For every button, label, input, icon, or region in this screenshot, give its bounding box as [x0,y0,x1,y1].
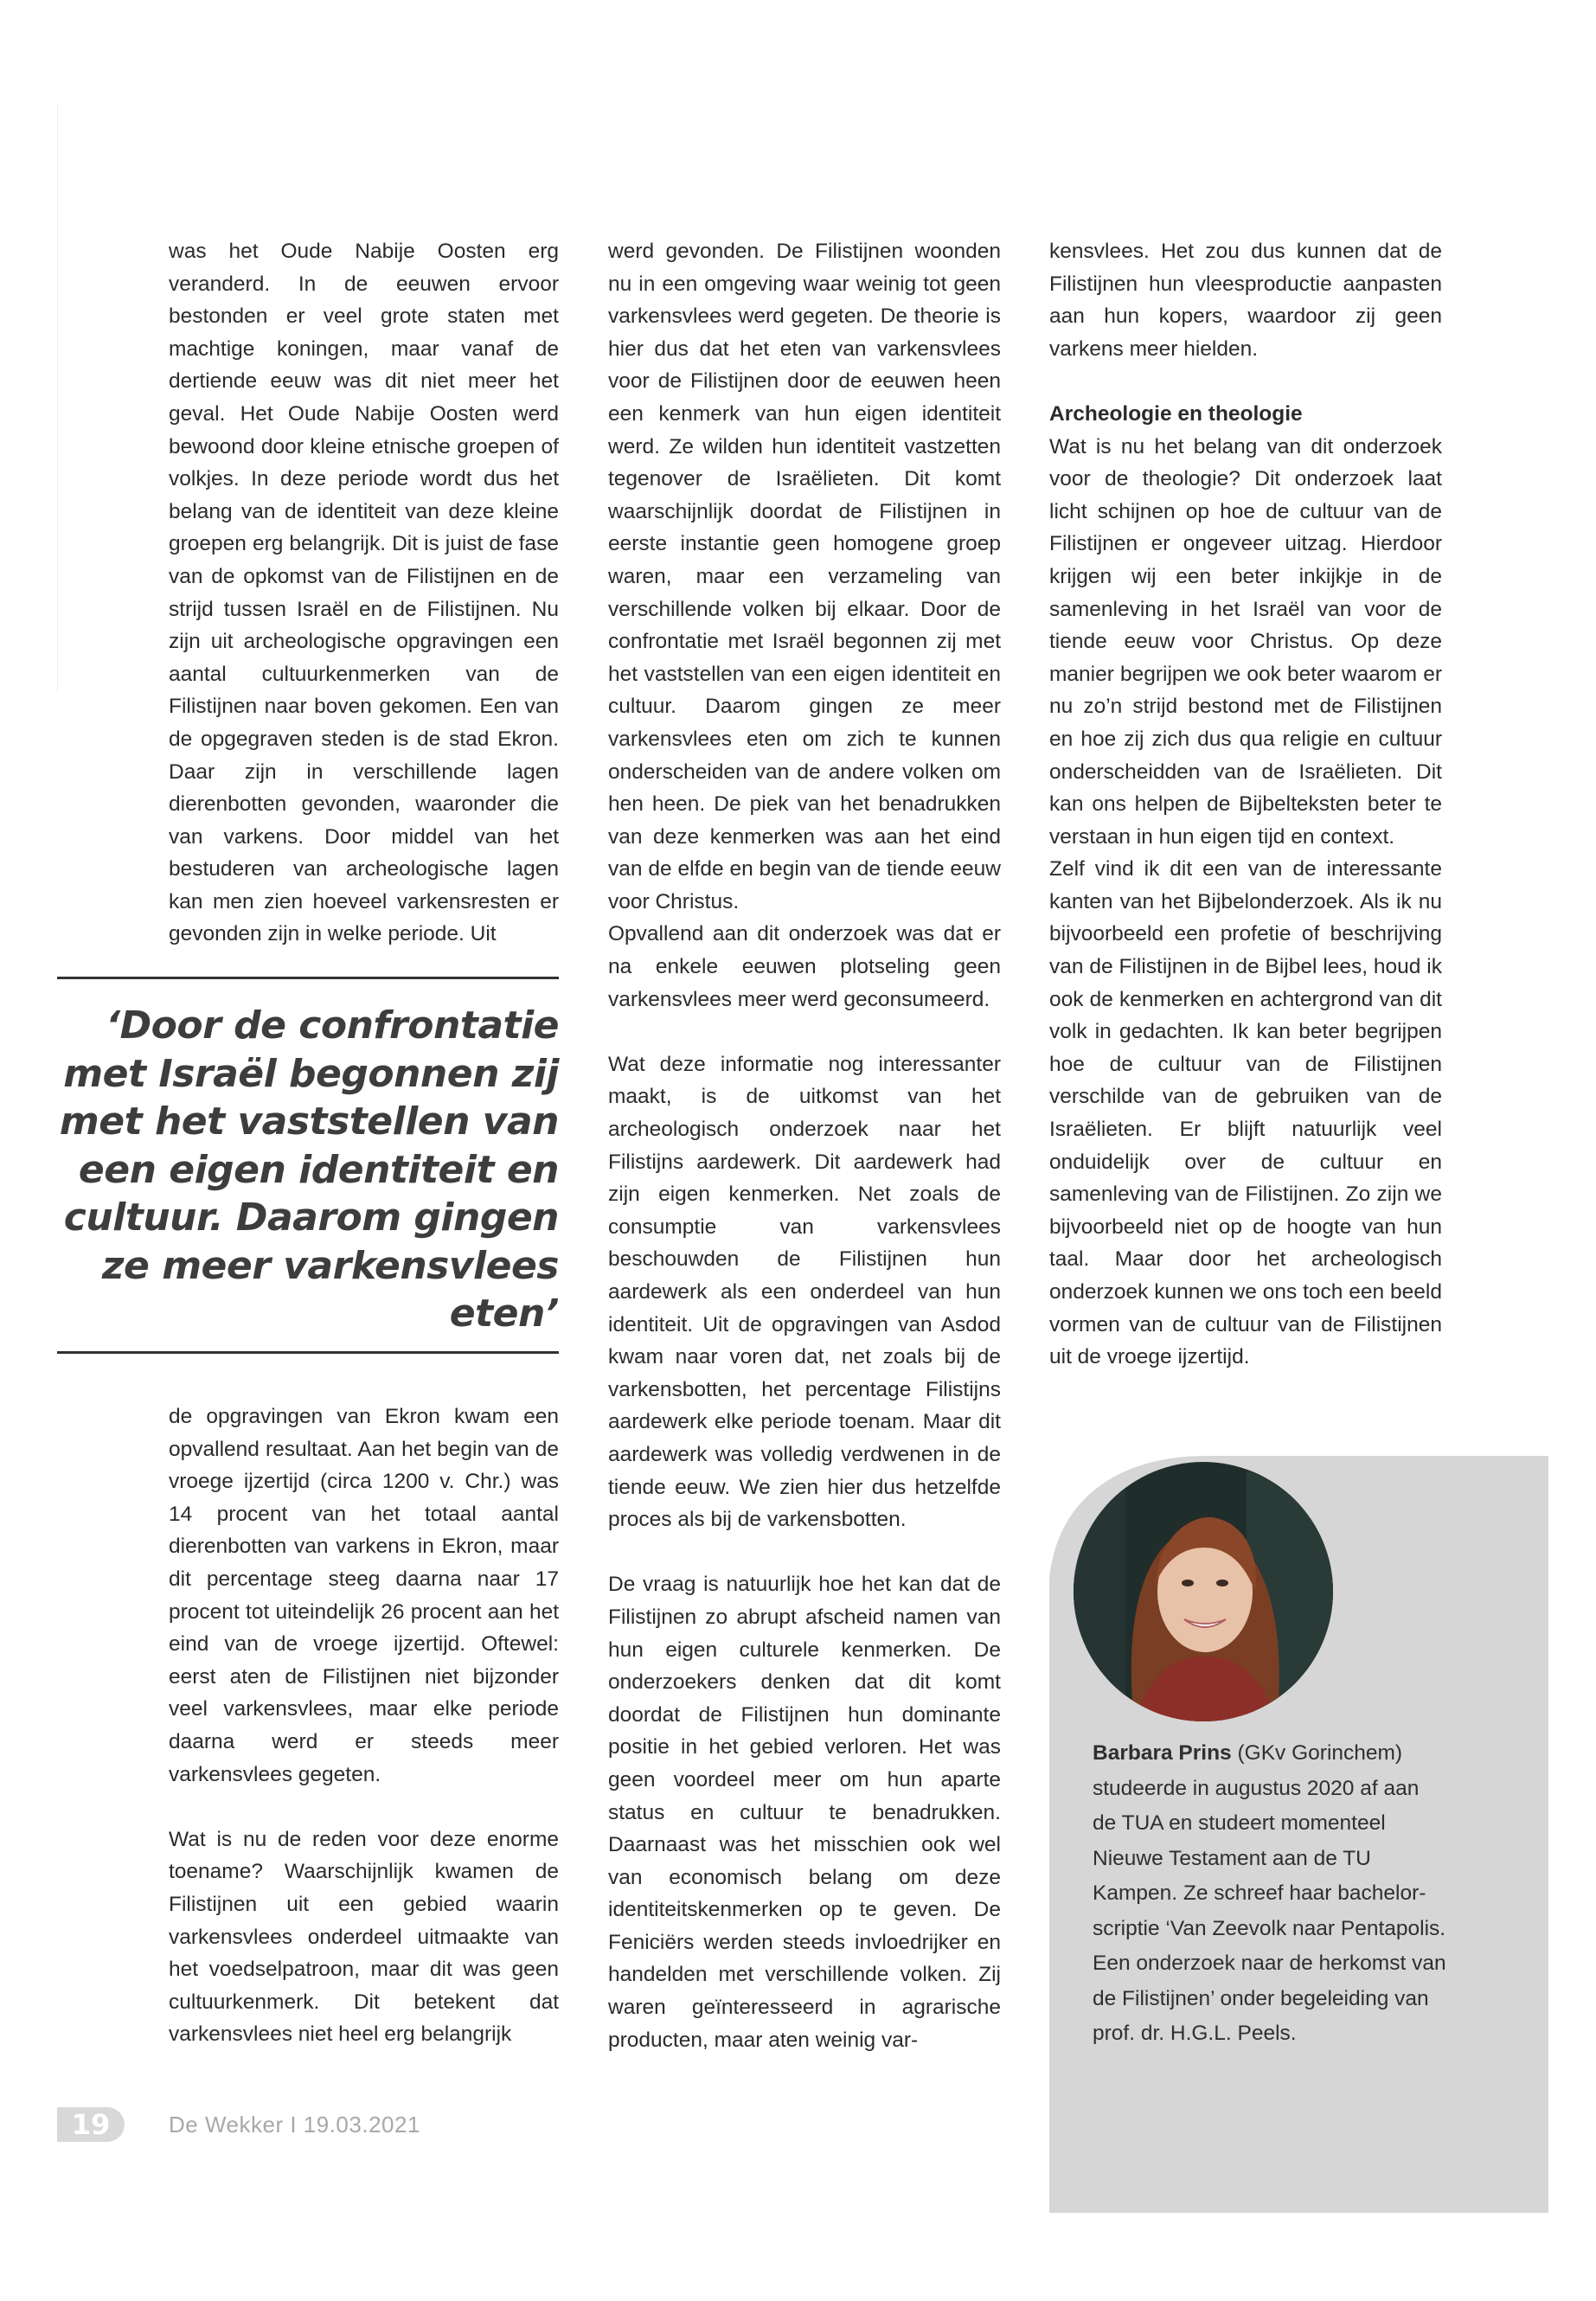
bio-line: studeerde in augustus 2020 af aan [1093,1776,1420,1800]
article-paragraph: was het Oude Nabije Oosten erg veranderd. In de eeuwen ervoor bestonden er veel grote staten met machtige koningen, maar vanaf de dertiende eeuw was dit niet meer het geval. Het Oude Nabije Oosten werd bewoond door kleine etnische groepen of volkjes. In deze periode wordt dus het belang van de identiteit van deze kleine groepen erg belangrijk. Dit is juist de fase van de opkomst van de Filistijnen en de strijd tussen Israël en de Filistijnen. Nu zijn uit archeologische opgravingen een aantal cultuurkenmerken van de Filistijnen naar boven gekomen. Een van de opgegraven steden is de stad Ekron. Daar zijn in verschillende lagen dierenbotten gevonden, waaronder die van varkens. Door middel van het bestuderen van archeologische lagen kan men zien hoeveel varkensresten er gevonden zijn in welke periode. Uit [169,240,559,946]
publication-footer: De Wekker I 19.03.2021 [169,2112,420,2138]
margin-guide-line [57,104,58,692]
bio-line: Nieuwe Testament aan de TU [1093,1846,1371,1870]
article-column-3 [1049,235,1442,1374]
bio-line: de Filistijnen’ onder begeleiding van [1093,1986,1429,2010]
article-paragraph: Zelf vind ik dit een van de interessante kanten van het Bijbelonderzoek. Als ik nu bijvoorbeeld een profetie of beschrijving van de Filistijnen in de Bijbel lees, houd ik ook de kenmerken en achtergrond van dit volk in gedachten. Ik kan beter begrijpen hoe de cultuur van de Filistijnen verschilde van de gebruiken van de Israëlieten. Er blijft natuurlijk veel onduidelijk over de cultuur en samenleving van de Filistijnen. Zo zijn we bijvoorbeeld niet op de hoogte van hun taal. Maar door het archeologisch onderzoek kunnen we ons toch een beeld vormen van de cultuur van de Filistijnen uit de vroege ijzertijd. [1049,857,1442,1369]
section-heading: Archeologie en theologie [1049,401,1303,426]
bio-line: Kampen. Ze schreef haar bachelor- [1093,1881,1426,1905]
author-bio-text [1093,1736,1473,2052]
pull-quote-rule-top [57,977,559,979]
bio-line-1 [1093,1736,1473,1772]
bio-line: de TUA en studeert momenteel [1093,1811,1386,1835]
bio-line: prof. dr. H.G.L. Peels. [1093,2022,1297,2045]
article-paragraph: Wat deze informatie nog interessanter maakt, is de uitkomst van het archeologisch onderzoek naar het Filistijns aardewerk. Dit aardewerk had zijn eigen kenmerken. Net zoals de consumptie van varkensvlees beschouwden de Filistijnen hun aardewerk als een onderdeel van hun identiteit. Uit de opgravingen van Asdod kwam naar voren dat, net zoals bij de varkensbotten, het percentage Filistijns aardewerk elke periode toenam. Maar dit aardewerk was volledig verdwenen in de tiende eeuw. We zien hier dus hetzelfde proces als bij de varkensbotten. [608,1052,1001,1532]
pull-quote: ‘Door de confrontatie met Israël begonnen zij met het vaststellen van een eigen identiteit en cultuur. Daarom gingen ze meer varkensvlees eten’ [59,1003,559,1336]
author-name: Barbara Prins [1093,1741,1232,1765]
pull-quote-rule-bottom [57,1351,559,1354]
article-column-1-top [169,235,559,951]
article-column-2 [608,235,1001,2056]
article-paragraph: Opvallend aan dit onderzoek was dat er na enkele eeuwen plotseling geen varkensvlees meer werd geconsumeerd. [608,922,1001,1011]
article-paragraph: kensvlees. Het zou dus kunnen dat de Filistijnen hun vleesproductie aanpasten aan hun kopers, waardoor zij geen varkens meer hielden. [1049,240,1442,361]
author-portrait [1074,1462,1333,1721]
page-number: 19 [57,2107,125,2142]
article-paragraph: Wat is nu het belang van dit onderzoek voor de theologie? Dit onderzoek laat licht schijnen op hoe de cultuur van de Filistijnen er ongeveer uitzag. Hierdoor krijgen wij een beter inkijkje in de samenleving in het Israël van voor de tiende eeuw voor Christus. Op deze manier begrijpen we ook beter waarom er nu zo’n strijd bestond met de Filistijnen en hoe zij zich dus qua religie en cultuur onderscheidden van de Israëlieten. Dit kan ons helpen de Bijbelteksten beter te verstaan in hun eigen tijd en context. [1049,434,1442,849]
article-column-1-bottom [169,1400,559,2051]
bio-line: Een onderzoek naar de herkomst van [1093,1952,1446,1975]
article-paragraph: werd gevonden. De Filistijnen woonden nu in een omgeving waar weinig tot geen varkensvlees werd gegeten. De theorie is hier dus dat het eten van varkensvlees voor de Filistijnen door de eeuwen heen een kenmerk van hun eigen identiteit werd. Ze wilden hun identiteit vastzetten tegenover de Israëlieten. Dit komt waarschijnlijk doordat de Filistijnen in eerste instantie geen homogene groep waren, maar een verzameling van verschillende volken bij elkaar. Door de confrontatie met Israël begonnen zij met het vaststellen van een eigen identiteit en cultuur. Daarom gingen ze meer varkensvlees eten om zich te kunnen onderscheiden van de andere volken om hen heen. De piek van het benadrukken van deze kenmerken was aan het eind van de elfde en begin van de tiende eeuw voor Christus. [608,240,1001,913]
article-paragraph: De vraag is natuurlijk hoe het kan dat de Filistijnen zo abrupt afscheid namen van hun eigen culturele kenmerken. De onderzoekers denken dat dit komt doordat de Filistijnen hun dominante positie in het gebied verloren. Het was geen voordeel meer om hun aparte status en cultuur te benadrukken. Daarnaast was het misschien ook wel van economisch belang om deze identiteitskenmerken op te geven. De Feniciërs werden steeds invloedrijker en handelden met verschillende volken. Zij waren geïnteresseerd in agrarische producten, maar aten weinig var- [608,1573,1001,2052]
author-church: (GKv Gorinchem) [1231,1741,1403,1765]
article-paragraph: de opgravingen van Ekron kwam een opvallend resultaat. Aan het begin van de vroege ijzertijd (circa 1200 v. Chr.) was 14 procent van het totaal aantal dierenbotten van varkens in Ekron, maar dit percentage steeg daarna naar 17 procent tot uiteindelijk 26 procent aan het eind van de vroege ijzertijd. Oftewel: eerst aten de Filistijnen niet bijzonder veel varkensvlees, maar elke periode daarna werd er steeds meer varkensvlees gegeten. [169,1405,559,1786]
article-paragraph: Wat is nu de reden voor deze enorme toename? Waarschijnlijk kwamen de Filistijnen uit een gebied waarin varkensvlees onderdeel uitmaakte van het voedselpatroon, maar dit was geen cultuurkenmerk. Dit betekent dat varkensvlees niet heel erg belangrijk [169,1827,559,2047]
bio-line: scriptie ‘Van Zeevolk naar Pentapolis. [1093,1916,1446,1940]
